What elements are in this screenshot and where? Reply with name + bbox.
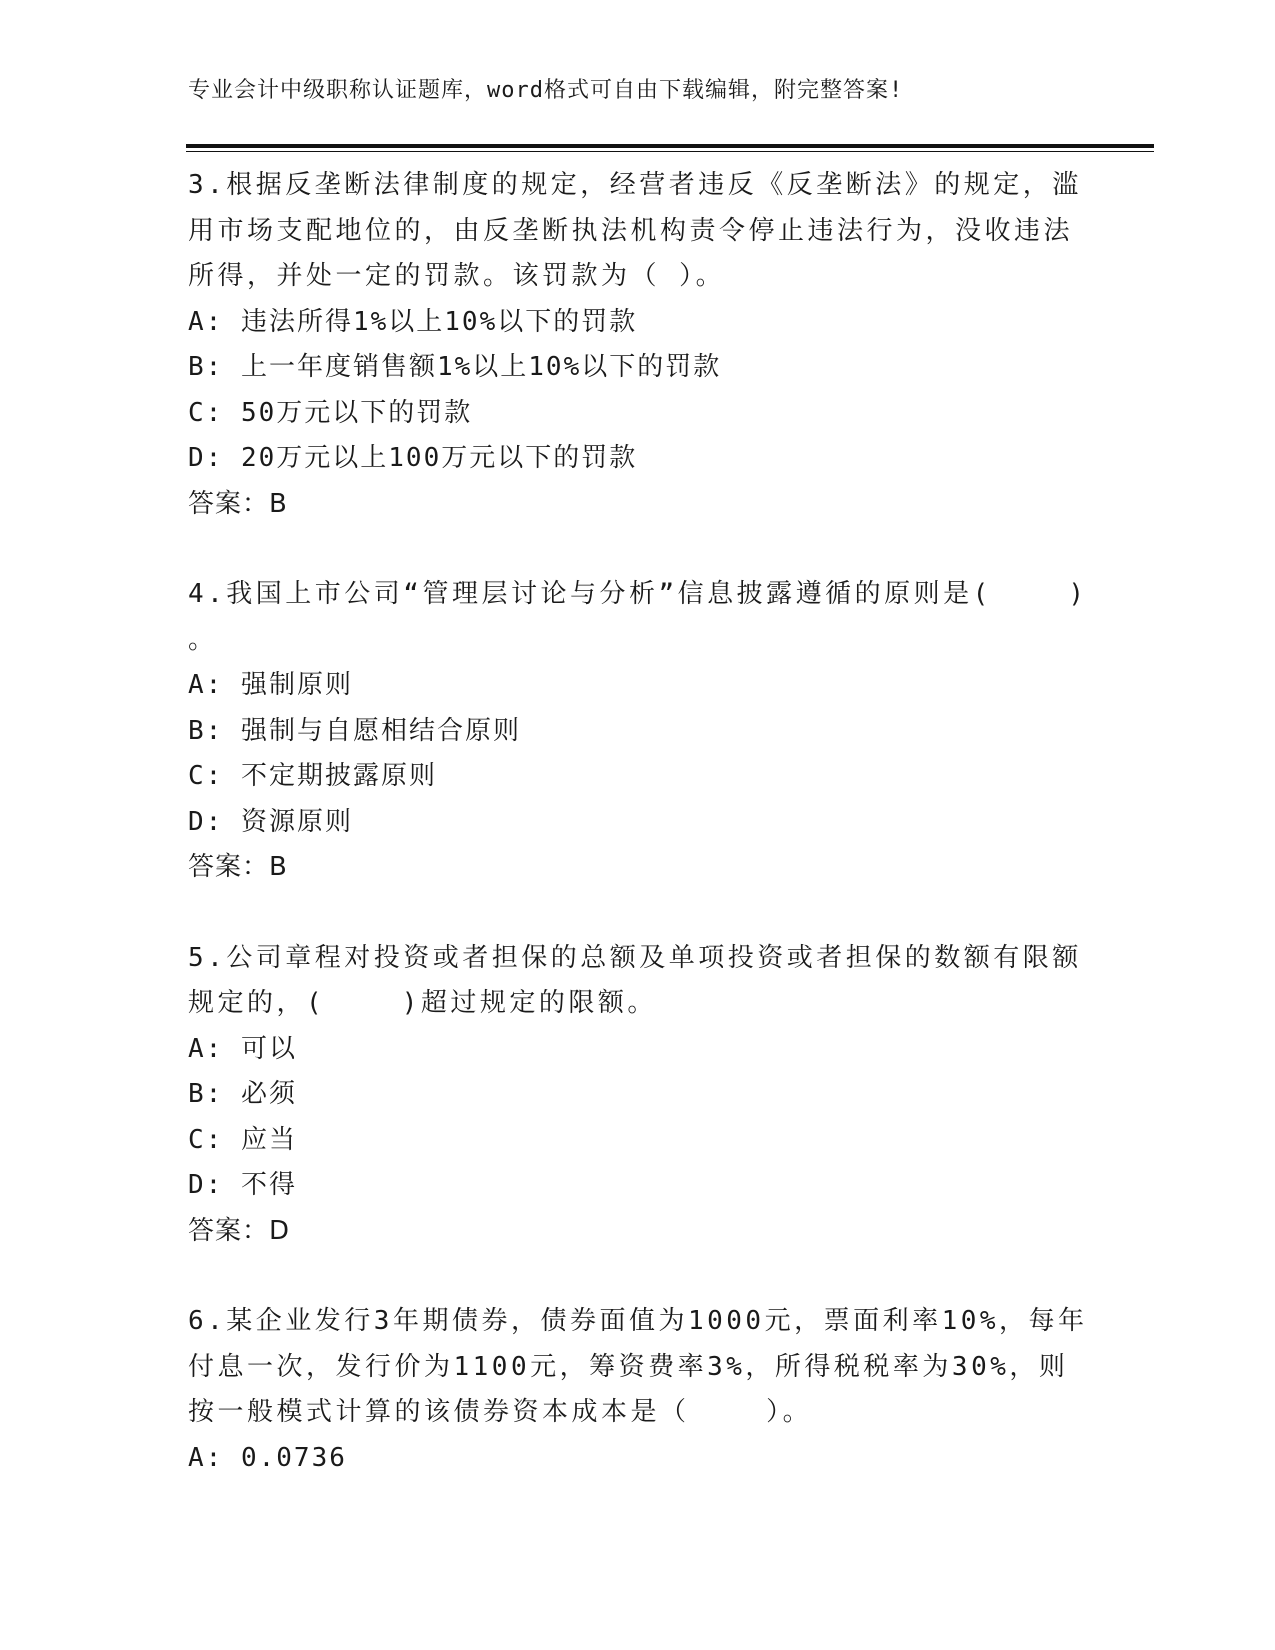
option-c: C: 应当	[188, 1124, 297, 1155]
question-text-line: 按一般模式计算的该债券资本成本是（ ）。	[188, 1397, 813, 1427]
question-gap	[188, 1254, 1088, 1299]
option-d: D: 不得	[188, 1170, 297, 1200]
question-text-line: 所得，并处一定的罚款。该罚款为（ ）。	[188, 261, 726, 291]
answer-line: 答案：B	[188, 488, 288, 519]
question-5	[188, 936, 1088, 1255]
option-a: A: 可以	[188, 1033, 297, 1064]
question-gap	[188, 527, 1088, 572]
question-text-line: 4.我国上市公司“管理层讨论与分析”信息披露遵循的原则是( )	[188, 579, 1088, 609]
option-d: D: 20万元以上100万元以下的罚款	[188, 443, 638, 473]
option-a: A: 强制原则	[188, 670, 353, 700]
option-b: B: 强制与自愿相结合原则	[188, 715, 521, 746]
question-text-line: 规定的，( )超过规定的限额。	[188, 988, 657, 1018]
option-c: C: 50万元以下的罚款	[188, 397, 473, 428]
question-text-line: 用市场支配地位的，由反垄断执法机构责令停止违法行为，没收违法	[188, 215, 1074, 246]
answer-line: 答案：D	[188, 1215, 291, 1246]
question-3	[188, 163, 1088, 527]
option-d: D: 资源原则	[188, 806, 353, 837]
option-c: C: 不定期披露原则	[188, 761, 437, 791]
question-4	[188, 572, 1088, 891]
question-gap	[188, 891, 1088, 936]
answer-line: 答案：B	[188, 852, 288, 882]
option-a: A: 0.0736	[188, 1442, 347, 1473]
question-6	[188, 1299, 1088, 1481]
question-text-line: 5.公司章程对投资或者担保的总额及单项投资或者担保的数额有限额	[188, 942, 1082, 973]
option-a: A: 违法所得1%以上10%以下的罚款	[188, 306, 638, 337]
question-text-line: 6.某企业发行3年期债券，债券面值为1000元，票面利率10%，每年	[188, 1306, 1088, 1336]
option-b: B: 上一年度销售额1%以上10%以下的罚款	[188, 352, 722, 382]
page-header: 专业会计中级职称认证题库，word格式可自由下载编辑，附完整答案!	[188, 78, 904, 103]
option-b: B: 必须	[188, 1079, 297, 1109]
header-divider-thin	[186, 151, 1154, 152]
question-list	[188, 163, 1088, 1481]
question-text-line: 。	[188, 624, 218, 655]
question-text-line: 付息一次，发行价为1100元，筹资费率3%，所得税税率为30%，则	[188, 1351, 1069, 1382]
header-divider-thick	[186, 144, 1154, 148]
question-text-line: 3.根据反垄断法律制度的规定，经营者违反《反垄断法》的规定，滥	[188, 170, 1082, 200]
